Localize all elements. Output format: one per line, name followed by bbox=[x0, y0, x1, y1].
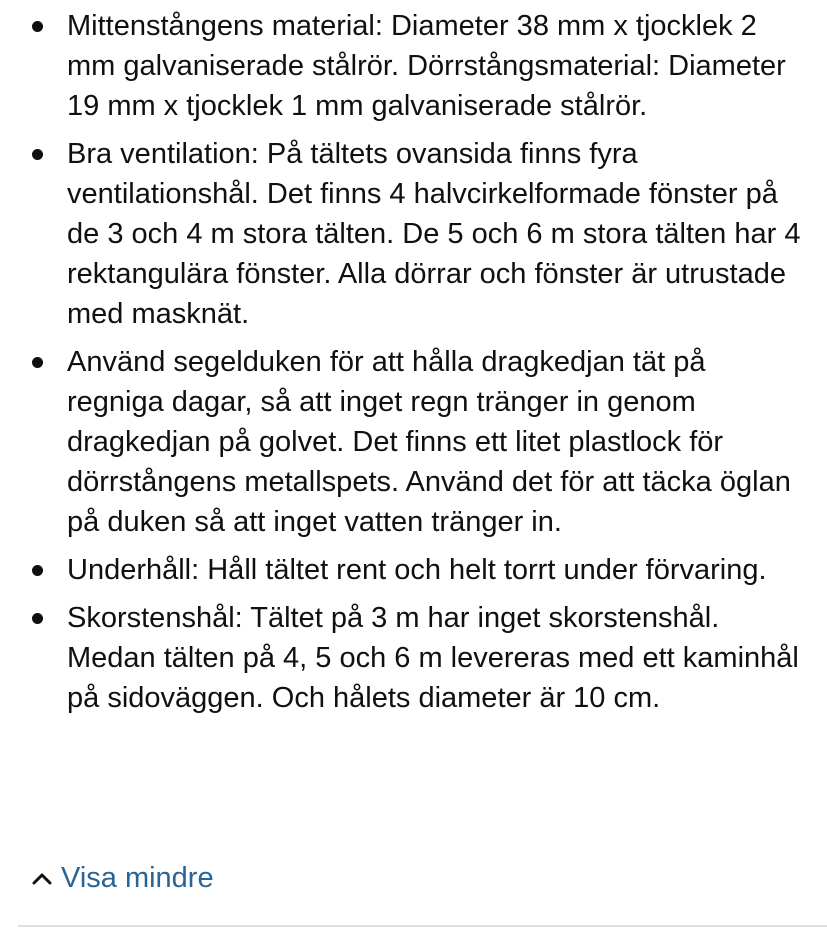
bullet-dot-icon bbox=[32, 565, 43, 576]
list-item-text: Skorstenshål: Tältet på 3 m har inget skorstenshål. Medan tälten på 4, 5 och 6 m levereras med ett kaminhål på sidoväggen. Och hålets diameter är 10 cm. bbox=[67, 602, 799, 714]
bullet-dot-icon bbox=[32, 357, 43, 368]
show-less-link[interactable]: Visa mindre bbox=[61, 862, 214, 894]
chevron-up-icon[interactable] bbox=[30, 866, 54, 890]
list-item bbox=[0, 598, 827, 718]
list-item-text: Underhåll: Håll tältet rent och helt torrt under förvaring. bbox=[67, 554, 767, 586]
bullet-dot-icon bbox=[32, 21, 43, 32]
list-item-text: Använd segelduken för att hålla dragkedjan tät på regniga dagar, så att inget regn tränger in genom dragkedjan på golvet. Det finns ett litet plastlock för dörrstångens metallspets. Använd det för att täcka öglan på duken så att inget vatten tränger in. bbox=[67, 346, 791, 538]
list-item bbox=[0, 6, 827, 126]
list-item bbox=[0, 550, 827, 590]
list-item-text: Mittenstångens material: Diameter 38 mm x tjocklek 2 mm galvaniserade stålrör. Dörrstångsmaterial: Diameter 19 mm x tjocklek 1 mm galvaniserade stålrör. bbox=[67, 10, 786, 122]
divider bbox=[18, 925, 827, 927]
bullet-dot-icon bbox=[32, 613, 43, 624]
list-item-text: Bra ventilation: På tältets ovansida finns fyra ventilationshål. Det finns 4 halvcirkelformade fönster på de 3 och 4 m stora tälten. De 5 och 6 m stora tälten har 4 rektangulära fönster. Alla dörrar och fönster är utrustade med masknät. bbox=[67, 138, 801, 330]
bullet-dot-icon bbox=[32, 149, 43, 160]
show-less-toggle[interactable] bbox=[30, 858, 214, 898]
list-item bbox=[0, 134, 827, 334]
list-item bbox=[0, 342, 827, 542]
